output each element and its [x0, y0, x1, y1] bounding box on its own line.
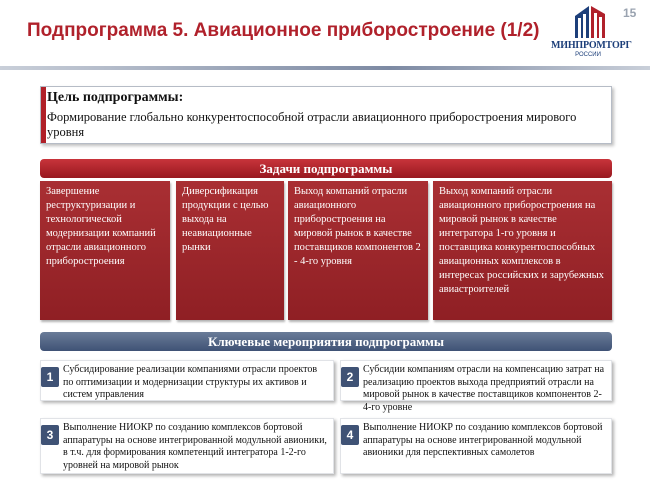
task-card: Диверсификация продукции с целью выхода на неавиационные рынки — [176, 181, 284, 320]
activity-number: 1 — [41, 367, 59, 387]
page-number: 15 — [623, 6, 637, 20]
logo-subtitle: РОССИИ — [575, 52, 601, 58]
flag-emblem-icon — [573, 4, 607, 38]
activity-text: Субсидирование реализации компаниями отрасли проектов по оптимизации и модернизации структуры их активов и систем управления — [63, 364, 318, 400]
page-title: Подпрограмма 5. Авиационное приборостроение (1/2) — [27, 20, 540, 41]
goal-text: Формирование глобально конкурентоспособной отрасли авиационного приборостроения мирового уровня — [47, 110, 577, 139]
goal-heading: Цель подпрограммы: — [47, 90, 184, 105]
activity-number: 4 — [341, 425, 359, 445]
activity-item — [340, 418, 612, 474]
activity-number: 2 — [341, 367, 359, 387]
task-card: Выход компаний отрасли авиационного приборостроения на мировой рынок в качестве интегратора 1-го уровня и поставщика конкурентоспособных авиационных комплексов в интересах российских и зарубежных авиастроителей — [433, 181, 612, 320]
task-card: Завершение реструктуризации и технологической модернизации компаний отрасли авиационного приборостроения — [40, 181, 170, 320]
activity-number: 3 — [41, 425, 59, 445]
header-divider — [0, 66, 650, 70]
activity-text: Субсидии компаниям отрасли на компенсацию затрат на реализацию проектов выхода предприятий отрасли на мировой рынок в качестве поставщиков компонентов 2-4-го уровне — [363, 364, 605, 413]
activity-item — [40, 360, 334, 401]
logo-name: МИНПРОМТОРГ — [551, 40, 632, 51]
activity-text: Выполнение НИОКР по созданию комплексов бортовой аппаратуры на основе интегрированной модульной авионики, в т.ч. для формирования компетенций интегратора 1-2-го уровней на мировой рынок — [63, 422, 327, 471]
tasks-heading: Задачи подпрограммы — [40, 159, 612, 178]
activity-item — [340, 360, 612, 413]
task-card: Выход компаний отрасли авиационного приборостроения на мировой рынок в качестве поставщиков компонентов 2 - 4-го уровня — [288, 181, 428, 320]
activities-heading: Ключевые мероприятия подпрограммы — [40, 332, 612, 351]
activity-text: Выполнение НИОКР по созданию комплексов бортовой аппаратуры на основе интегрированной модульной авионики для перспективных самолетов — [363, 422, 603, 458]
activity-item — [40, 418, 334, 474]
goal-accent-bar — [41, 87, 46, 143]
goal-box — [40, 86, 612, 144]
